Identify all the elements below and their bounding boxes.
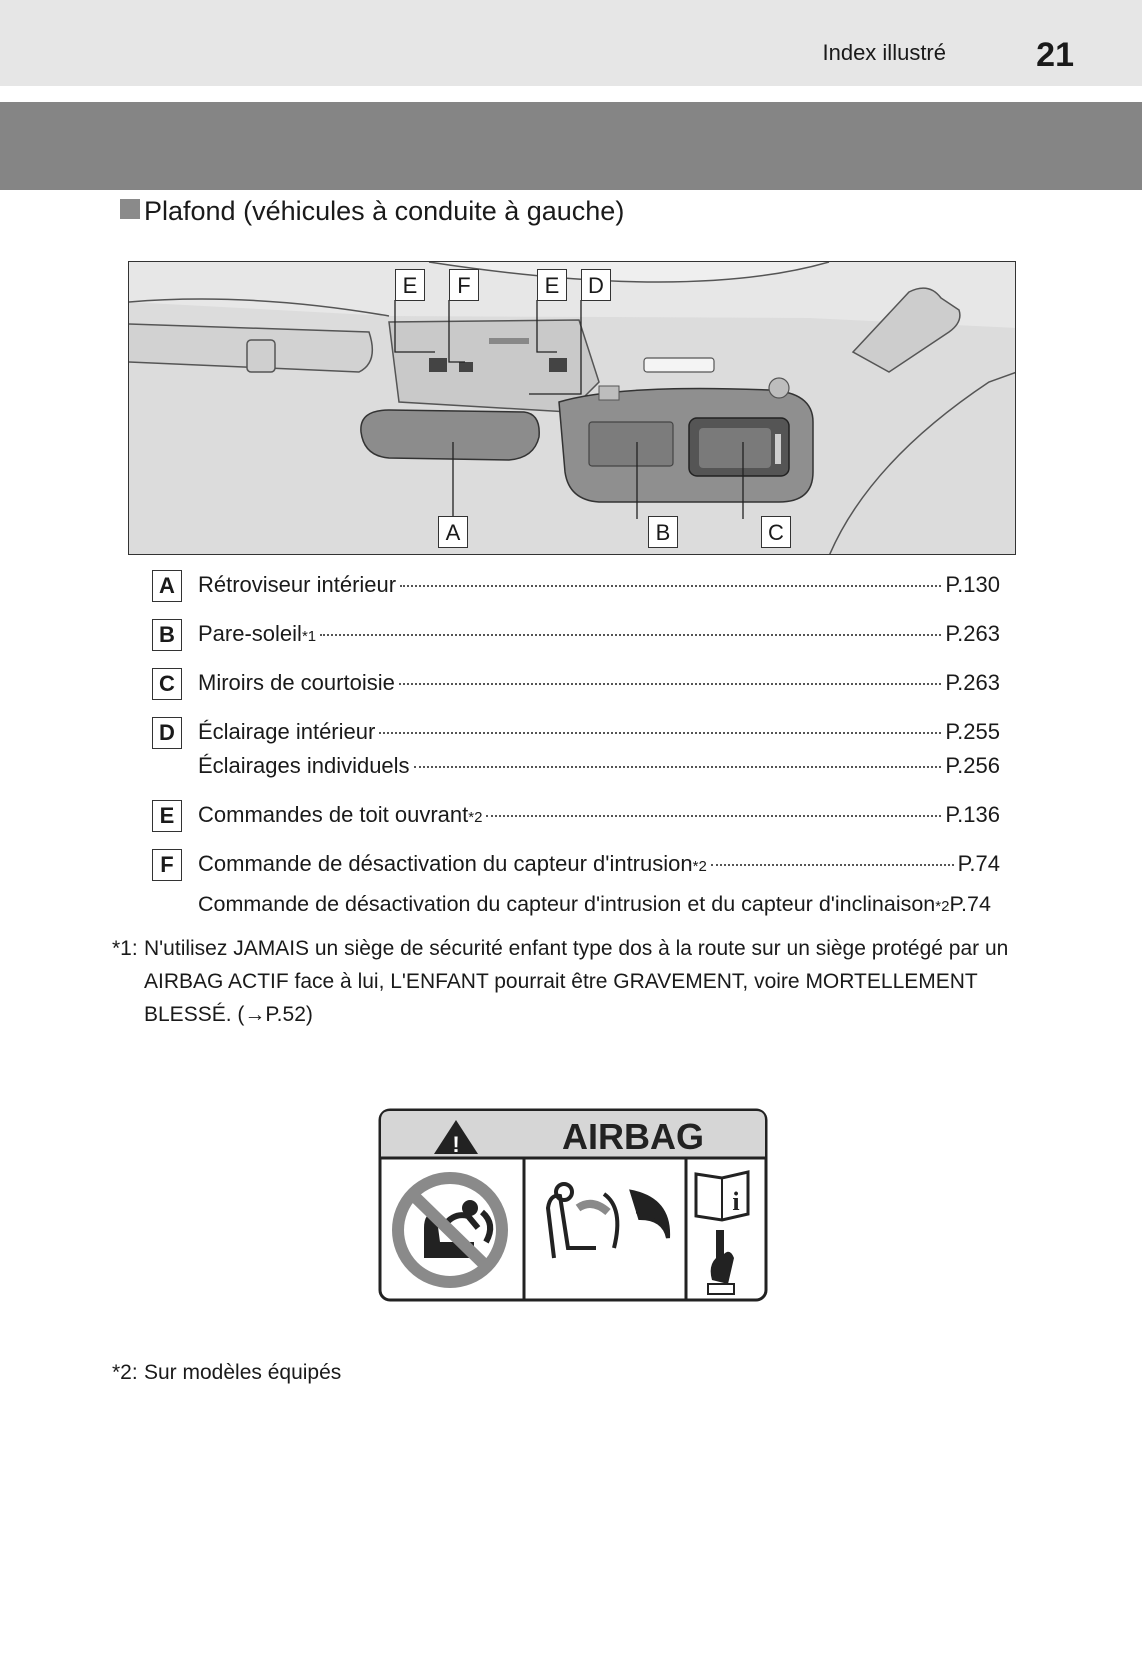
- item-page-link[interactable]: P.256: [945, 753, 1000, 778]
- footnote-line: N'utilisez JAMAIS un siège de sécurité enfant type dos à la route sur un siège protégé par un: [144, 937, 1009, 960]
- figure-callout-b: B: [648, 516, 678, 548]
- item-page-link[interactable]: P.263: [945, 621, 1000, 646]
- item-letter: B: [152, 619, 182, 651]
- index-item-b: [150, 619, 1000, 653]
- index-item-a: [150, 570, 1000, 604]
- figure-callout-e-right: E: [537, 269, 567, 301]
- item-page-link[interactable]: P.130: [945, 572, 1000, 597]
- index-item-d: [150, 717, 1000, 751]
- item-label: Rétroviseur intérieur: [198, 572, 397, 597]
- item-label: Pare-soleil: [198, 621, 302, 646]
- index-item-f-sub: [150, 890, 1000, 924]
- warning-exclamation: !: [452, 1132, 460, 1157]
- square-bullet-icon: [120, 199, 140, 219]
- section-title: [120, 196, 624, 227]
- item-letter: A: [152, 570, 182, 602]
- footnote-line: BLESSÉ. (→P.52): [144, 1003, 313, 1026]
- airbag-label-graphic: [378, 1108, 768, 1302]
- item-footnote-mark: *1: [301, 628, 317, 645]
- header-band: [0, 0, 1142, 86]
- page-number: 21: [1036, 36, 1074, 74]
- item-letter: D: [152, 717, 182, 749]
- figure-callout-d: D: [581, 269, 611, 301]
- item-label: Commande de désactivation du capteur d'intrusion et du capteur d'inclinaison: [198, 892, 936, 916]
- no-rear-facing-seat-icon: [398, 1178, 502, 1282]
- index-item-c: [150, 668, 1000, 702]
- index-item-d-sub: [150, 751, 1000, 785]
- footnote-mark: *1:: [112, 937, 138, 960]
- airbag-title: AIRBAG: [562, 1116, 704, 1157]
- item-footnote-mark: *2: [468, 809, 483, 826]
- item-page-link[interactable]: P.136: [945, 802, 1000, 827]
- item-letter: C: [152, 668, 182, 700]
- footnote-mark: *2:: [112, 1361, 138, 1384]
- figure-callout-e-left: E: [395, 269, 425, 301]
- index-item-e: [150, 800, 1000, 834]
- item-letter: F: [152, 849, 182, 881]
- item-page-link[interactable]: P.74: [949, 892, 991, 916]
- header-section-title: Index illustré: [822, 40, 946, 65]
- section-title-text: Plafond (véhicules à conduite à gauche): [144, 196, 625, 226]
- item-label: Commandes de toit ouvrant: [198, 802, 469, 827]
- airbag-warning-label: [378, 1108, 768, 1302]
- item-label: Commande de désactivation du capteur d'intrusion: [198, 851, 693, 876]
- item-footnote-mark: *2: [935, 898, 950, 915]
- footnote-line: Sur modèles équipés: [144, 1361, 342, 1384]
- ceiling-illustration: [129, 262, 1016, 555]
- item-label: Miroirs de courtoisie: [198, 670, 395, 695]
- item-page-link[interactable]: P.255: [945, 719, 1000, 744]
- item-page-link[interactable]: P.74: [957, 851, 1000, 876]
- figure-callout-a: A: [438, 516, 468, 548]
- info-glyph: i: [732, 1187, 740, 1216]
- footnote-line: AIRBAG ACTIF face à lui, L'ENFANT pourrait être GRAVEMENT, voire MORTELLEMENT: [144, 970, 978, 993]
- index-item-f: [150, 849, 1000, 883]
- item-letter: E: [152, 800, 182, 832]
- item-page-link[interactable]: P.263: [945, 670, 1000, 695]
- figure-callout-f: F: [449, 269, 479, 301]
- item-footnote-mark: *2: [692, 858, 707, 875]
- item-label: Éclairage intérieur: [198, 719, 376, 744]
- section-band: [0, 102, 1142, 190]
- item-label: Éclairages individuels: [198, 753, 410, 778]
- ceiling-figure: [128, 261, 1016, 555]
- figure-callout-c: C: [761, 516, 791, 548]
